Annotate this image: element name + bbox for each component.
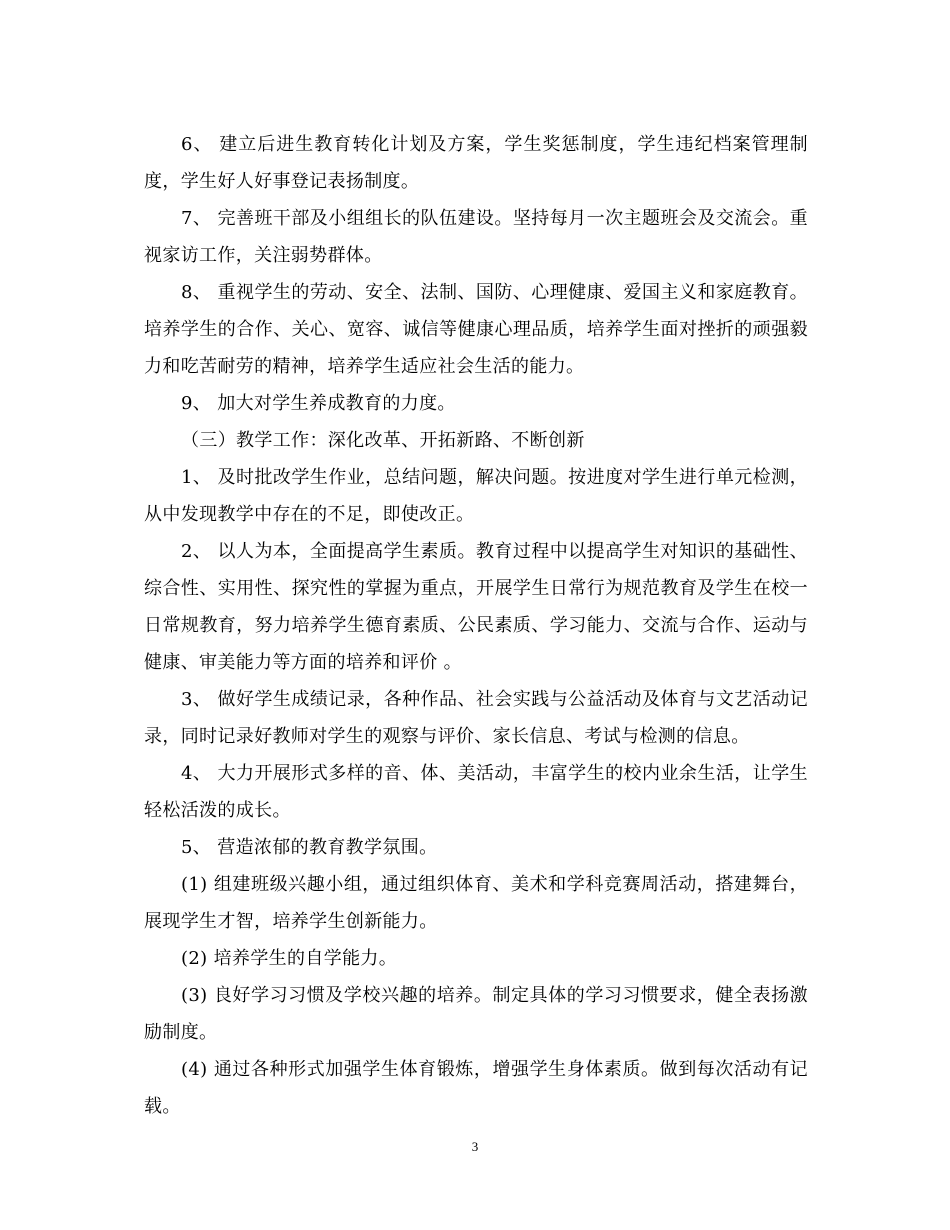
page-number: 3	[471, 1139, 479, 1154]
sub-item-3: (3) 良好学习习惯及学校兴趣的培养。制定具体的学习习惯要求，健全表扬激励制度。	[144, 985, 808, 1043]
paragraph-6: 6、 建立后进生教育转化计划及方案，学生奖惩制度，学生违纪档案管理制度，学生好人好事登记表扬制度。	[144, 134, 808, 192]
paragraph-8: 8、 重视学生的劳动、安全、法制、国防、心理健康、爱国主义和家庭教育。培养学生的合作、关心、宽容、诚信等健康心理品质，培养学生面对挫折的顽强毅力和吃苦耐劳的精神，培养学生适应社会生活的能力。	[144, 282, 808, 377]
paragraph-teaching-3: 3、 做好学生成绩记录，各种作品、社会实践与公益活动及体育与文艺活动记录，同时记录好教师对学生的观察与评价、家长信息、考试与检测的信息。	[144, 689, 808, 747]
paragraph-9: 9、 加大对学生养成教育的力度。	[181, 393, 456, 414]
paragraph-teaching-2: 2、 以人为本，全面提高学生素质。教育过程中以提高学生对知识的基础性、综合性、实用性、探究性的掌握为重点，开展学生日常行为规范教育及学生在校一日常规教育，努力培养学生德育素质、公民素质、学习能力、交流与合作、运动与健康、审美能力等方面的培养和评价 。	[144, 541, 808, 673]
sub-item-1: (1) 组建班级兴趣小组，通过组织体育、美术和学科竞赛周活动，搭建舞台，展现学生才智，培养学生创新能力。	[144, 874, 808, 932]
paragraph-teaching-1: 1、 及时批改学生作业，总结问题，解决问题。按进度对学生进行单元检测，从中发现教学中存在的不足，即使改正。	[144, 467, 808, 525]
document-body	[144, 126, 808, 1125]
paragraph-teaching-4: 4、 大力开展形式多样的音、体、美活动，丰富学生的校内业余生活，让学生轻松活泼的成长。	[144, 763, 808, 821]
paragraph-teaching-5: 5、 营造浓郁的教育教学氛围。	[181, 837, 438, 858]
paragraph-7: 7、 完善班干部及小组组长的队伍建设。坚持每月一次主题班会及交流会。重视家访工作，关注弱势群体。	[144, 208, 808, 266]
section-heading-teaching: （三）教学工作：深化改革、开拓新路、不断创新	[181, 430, 585, 451]
sub-item-4: (4) 通过各种形式加强学生体育锻炼，增强学生身体素质。做到每次活动有记载。	[144, 1059, 808, 1117]
sub-item-2: (2) 培养学生的自学能力。	[181, 948, 398, 969]
